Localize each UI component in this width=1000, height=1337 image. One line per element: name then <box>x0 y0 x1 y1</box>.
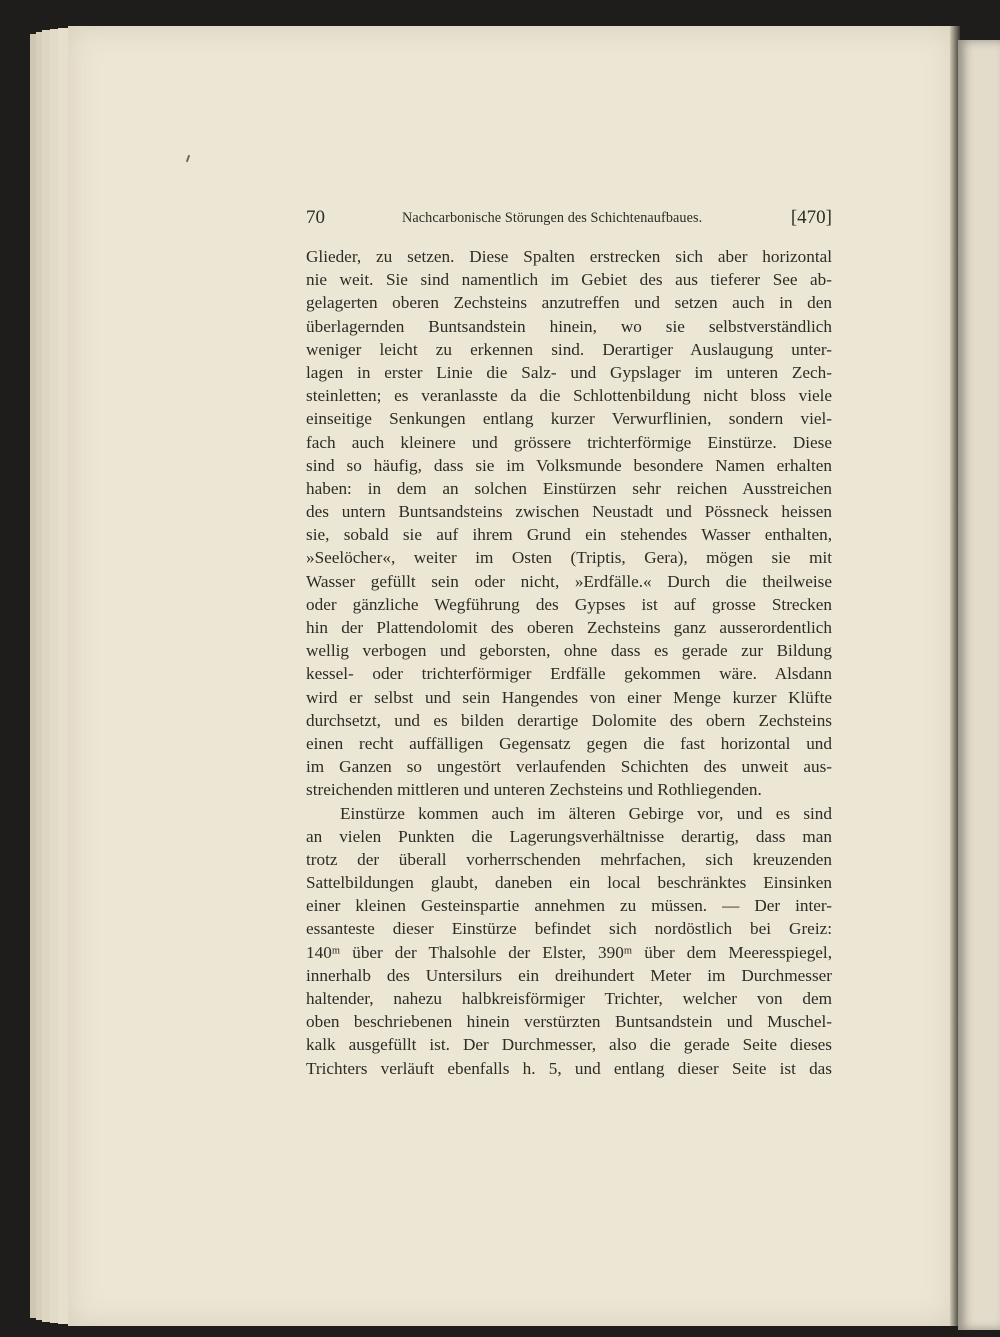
section-number: [470] <box>790 207 832 228</box>
text-line: sind so häufig, dass sie im Volksmunde besondere Namen erhalten <box>306 455 832 475</box>
text-line: haben: in dem an solchen Einstürzen sehr reichen Ausstreichen <box>306 478 832 498</box>
text-line: kalk ausgefüllt ist. Der Durchmesser, also die gerade Seite dieses <box>306 1035 832 1055</box>
text-line: »Seelöcher«, weiter im Osten (Triptis, Gera), mögen sie mit <box>306 548 832 568</box>
text-line: essanteste dieser Einstürze befindet sich nordöstlich bei Greiz: <box>306 919 832 939</box>
running-header <box>306 207 832 237</box>
text-line: einen recht auffälligen Gegensatz gegen die fast horizontal und <box>306 733 832 753</box>
facing-page-strip <box>958 40 1000 1330</box>
text-line: gelagerten oberen Zechsteins anzutreffen und setzen auch in den <box>306 293 832 313</box>
text-line: einer kleinen Gesteinspartie annehmen zu müssen. — Der inter- <box>306 896 832 916</box>
text-line: fach auch kleinere und grössere trichterförmige Einstürze. Diese <box>306 432 832 452</box>
body-text <box>306 245 832 1080</box>
text-line: kessel- oder trichterförmiger Erdfälle gekommen wäre. Alsdann <box>306 664 832 684</box>
text-line: Glieder, zu setzen. Diese Spalten erstrecken sich aber horizontal <box>306 247 832 266</box>
text-line: weniger leicht zu erkennen sind. Derartiger Auslaugung unter- <box>306 339 832 359</box>
text-line: 140ᵐ über der Thalsohle der Elster, 390ᵐ über dem Meeresspiegel, <box>306 942 832 962</box>
text-line: an vielen Punkten die Lagerungsverhältnisse derartig, dass man <box>306 826 832 846</box>
text-line: trotz der überall vorherrschenden mehrfachen, sich kreuzenden <box>306 849 832 869</box>
text-line: wellig verbogen und geborsten, ohne dass es gerade zur Bildung <box>306 641 832 661</box>
text-line: Sattelbildungen glaubt, daneben ein local beschränktes Einsinken <box>306 873 832 893</box>
text-line: einseitige Senkungen entlang kurzer Verwurflinien, sondern viel- <box>306 409 832 429</box>
text-line: Trichters verläuft ebenfalls h. 5, und entlang dieser Seite ist das <box>306 1058 832 1078</box>
text-line: innerhalb des Untersilurs ein dreihundert Meter im Durchmesser <box>306 965 832 985</box>
page-number: 70 <box>306 207 325 228</box>
text-line: wird er selbst und sein Hangendes von einer Menge kurzer Klüfte <box>306 687 832 707</box>
text-line: überlagernden Buntsandstein hinein, wo sie selbstverständlich <box>306 316 832 336</box>
text-line: haltender, nahezu halbkreisförmiger Trichter, welcher von dem <box>306 989 832 1008</box>
text-line: sie, sobald sie auf ihrem Grund ein stehendes Wasser enthalten, <box>306 525 832 545</box>
text-line: lagen in erster Linie die Salz- und Gypslager im unteren Zech- <box>306 362 832 382</box>
text-line: oben beschriebenen hinein verstürzten Buntsandstein und Muschel- <box>306 1012 832 1032</box>
text-line: Wasser gefüllt sein oder nicht, »Erdfälle.« Durch die theilweise <box>306 571 832 591</box>
text-line: des untern Buntsandsteins zwischen Neustadt und Pössneck heissen <box>306 502 832 522</box>
text-line: streichenden mittleren und unteren Zechsteins und Rothliegenden. <box>306 780 762 800</box>
text-line: nie weit. Sie sind namentlich im Gebiet des aus tieferer See ab- <box>306 270 832 290</box>
running-title: Nachcarbonische Störungen des Schichtenaufbaues. <box>402 210 703 226</box>
text-line: im Ganzen so ungestört verlaufenden Schichten des unweit aus- <box>306 757 832 777</box>
text-line: Einstürze kommen auch im älteren Gebirge vor, und es sind <box>340 803 832 823</box>
text-line: oder gänzliche Wegführung des Gypses ist auf grosse Strecken <box>306 594 832 614</box>
text-line: durchsetzt, und es bilden derartige Dolomite des obern Zechsteins <box>306 710 832 730</box>
text-line: hin der Plattendolomit des oberen Zechsteins ganz ausserordentlich <box>306 618 832 637</box>
text-line: steinletten; es veranlasste da die Schlottenbildung nicht bloss viele <box>306 386 832 406</box>
